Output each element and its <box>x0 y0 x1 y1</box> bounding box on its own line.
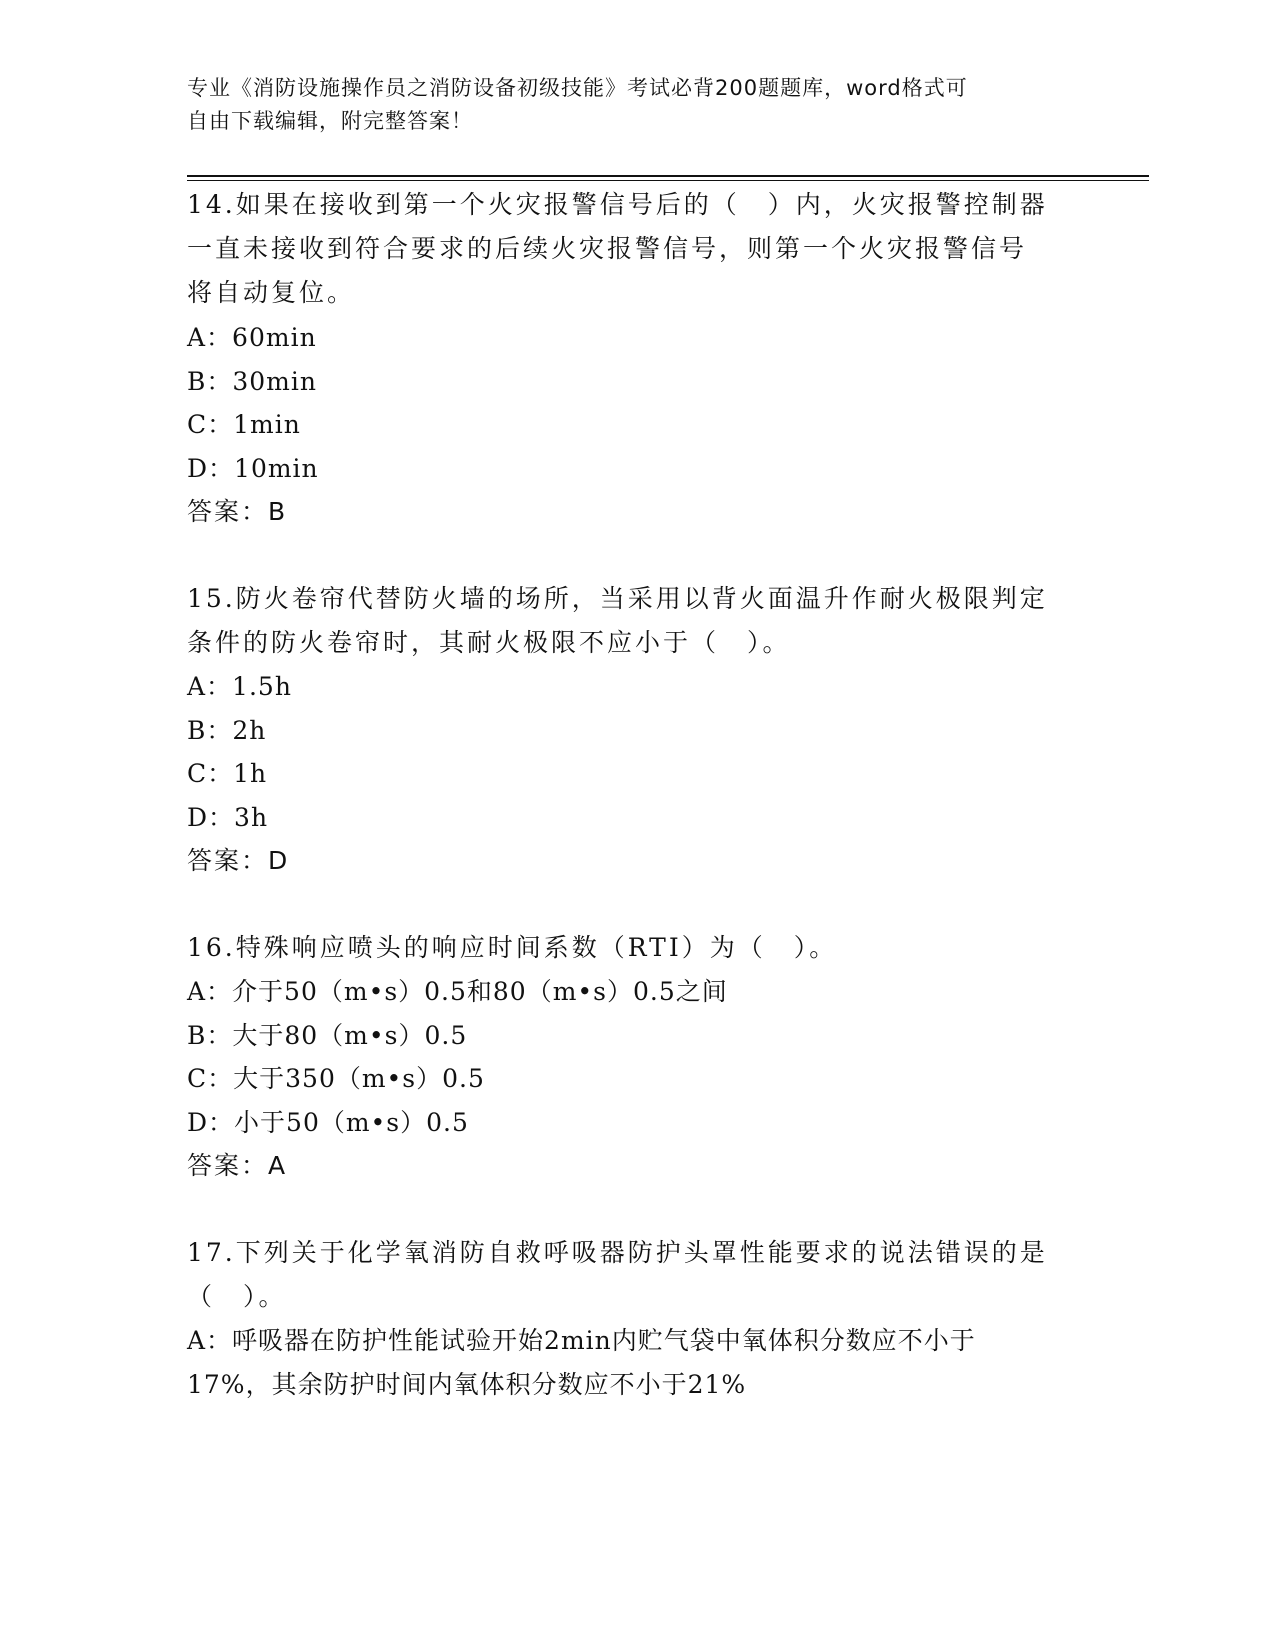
question-15-answer: 答案：D <box>187 846 290 875</box>
question-16-option-a: A：介于50（m•s）0.5和80（m•s）0.5之间 <box>187 977 728 1006</box>
question-15-stem-line-2: 条件的防火卷帘时，其耐火极限不应小于（ ）。 <box>187 628 791 657</box>
question-16-option-d: D：小于50（m•s）0.5 <box>187 1108 469 1137</box>
question-15-option-b: B：2h <box>187 716 267 745</box>
question-17-option-a-line-2: 17%，其余防护时间内氧体积分数应不小于21% <box>187 1370 747 1399</box>
question-14-stem-line-2: 一直未接收到符合要求的后续火灾报警信号，则第一个火灾报警信号 <box>187 234 1028 263</box>
header-line-2: 自由下载编辑，附完整答案！ <box>187 109 473 133</box>
header-divider-thick <box>187 175 1149 177</box>
question-15-option-a: A：1.5h <box>187 672 292 701</box>
question-16-option-b: B：大于80（m•s）0.5 <box>187 1021 468 1050</box>
question-15-option-d: D：3h <box>187 803 269 832</box>
question-15-option-c: C：1h <box>187 759 268 788</box>
question-14-stem-line-3: 将自动复位。 <box>187 278 356 307</box>
question-17-stem-line-1: 17.下列关于化学氧消防自救呼吸器防护头罩性能要求的说法错误的是 <box>187 1238 1048 1267</box>
question-14-option-d: D：10min <box>187 454 319 483</box>
header-line-1: 专业《消防设施操作员之消防设备初级技能》考试必背200题题库，word格式可 <box>187 76 968 100</box>
question-14-stem-line-1: 14.如果在接收到第一个火灾报警信号后的（ ）内，火灾报警控制器 <box>187 190 1048 219</box>
question-14-option-b: B：30min <box>187 367 317 396</box>
question-14-answer: 答案：B <box>187 497 288 526</box>
question-17-option-a-line-1: A：呼吸器在防护性能试验开始2min内贮气袋中氧体积分数应不小于 <box>187 1326 976 1355</box>
question-17-stem-line-2: （ ）。 <box>187 1282 287 1311</box>
document-header <box>187 72 1067 138</box>
question-14-option-a: A：60min <box>187 323 317 352</box>
question-16-answer: 答案：A <box>187 1151 288 1180</box>
question-16-stem-line-1: 16.特殊响应喷头的响应时间系数（RTI）为（ ）。 <box>187 933 838 962</box>
question-14-option-c: C：1min <box>187 410 301 439</box>
question-16-option-c: C：大于350（m•s）0.5 <box>187 1064 485 1093</box>
question-15-stem-line-1: 15.防火卷帘代替防火墙的场所，当采用以背火面温升作耐火极限判定 <box>187 584 1048 613</box>
header-divider-thin <box>187 180 1149 181</box>
